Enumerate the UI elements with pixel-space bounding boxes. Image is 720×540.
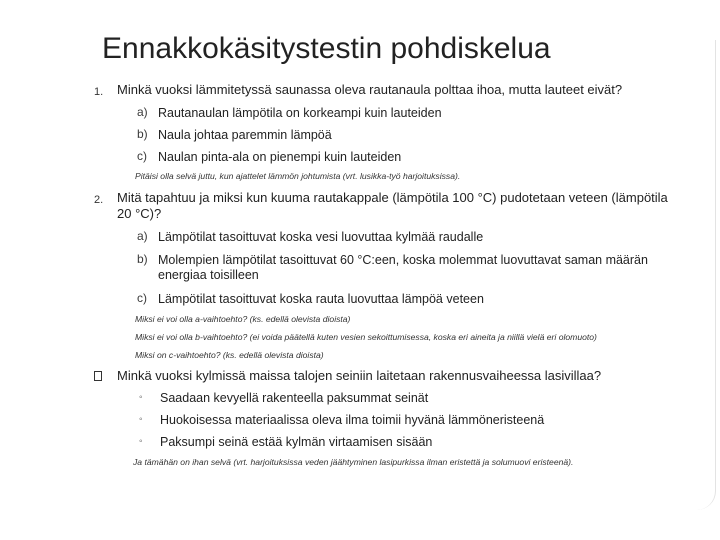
q2-option-a-label: a) — [137, 229, 148, 243]
question-1-text: Minkä vuoksi lämmitetyssä saunassa oleva rautanaula polttaa ihoa, mutta lauteet eivät? — [117, 82, 623, 97]
q2-option-b-text-line2: energiaa toisilleen — [158, 268, 259, 282]
question-3-text: Minkä vuoksi kylmissä maissa talojen seiniin laitetaan rakennusvaiheessa lasivillaa? — [117, 368, 602, 383]
q1-option-c-label: c) — [137, 149, 147, 163]
q2-option-c-text: Lämpötilat tasoittuvat koska rauta luovuttaa lämpöä veteen — [158, 292, 484, 306]
hollow-bullet-icon: ◦ — [139, 392, 143, 403]
q1-option-b-text: Naula johtaa paremmin lämpöä — [158, 128, 332, 142]
square-bullet-icon — [94, 371, 102, 381]
q1-option-b-label: b) — [137, 127, 148, 141]
q2-note-a: Miksi ei voi olla a-vaihtoehto? (ks. edellä olevista dioista) — [135, 314, 351, 324]
q2-option-b-label: b) — [137, 252, 148, 266]
q1-option-a-text: Rautanaulan lämpötila on korkeampi kuin lauteiden — [158, 106, 442, 120]
question-2-number: 2. — [94, 194, 104, 206]
slide-border — [697, 40, 716, 510]
question-2-text-line1: Mitä tapahtuu ja miksi kun kuuma rautakappale (lämpötila 100 °C) pudotetaan veteen (lämpötila — [117, 190, 668, 205]
question-1-number: 1. — [94, 86, 104, 98]
q1-note: Pitäisi olla selvä juttu, kun ajattelet lämmön johtumista (vrt. lusikka-työ harjoituksissa). — [135, 171, 461, 181]
q3-note: Ja tämähän on ihan selvä (vrt. harjoituksissa veden jäähtyminen lasipurkissa ilman eristettä ja solumuovi eristeenä). — [133, 457, 574, 467]
q3-bullet-2-text: Huokoisessa materiaalissa oleva ilma toimii hyvänä lämmöneristeenä — [160, 413, 545, 427]
q2-option-c-label: c) — [137, 291, 147, 305]
q3-bullet-1-text: Saadaan kevyellä rakenteella paksummat seinät — [160, 391, 429, 405]
q3-bullet-3-text: Paksumpi seinä estää kylmän virtaamisen sisään — [160, 435, 433, 449]
page-title: Ennakkokäsitystestin pohdiskelua — [102, 32, 551, 65]
q1-option-c-text: Naulan pinta-ala on pienempi kuin lauteiden — [158, 150, 402, 164]
hollow-bullet-icon: ◦ — [139, 414, 143, 425]
q2-option-a-text: Lämpötilat tasoittuvat koska vesi luovuttaa kylmää raudalle — [158, 230, 484, 244]
hollow-bullet-icon: ◦ — [139, 436, 143, 447]
question-2-text-line2: 20 °C)? — [117, 206, 162, 221]
q2-note-c: Miksi on c-vaihtoehto? (ks. edellä olevista dioista) — [135, 350, 324, 360]
q2-option-b-text-line1: Molempien lämpötilat tasoittuvat 60 °C:een, koska molemmat luovuttavat saman määrän — [158, 253, 648, 267]
q1-option-a-label: a) — [137, 105, 148, 119]
q2-note-b: Miksi ei voi olla b-vaihtoehto? (ei voida päätellä kuten vesien sekoittumisessa, koska eri aineita ja niillä vielä eri olomuoto) — [135, 332, 597, 342]
